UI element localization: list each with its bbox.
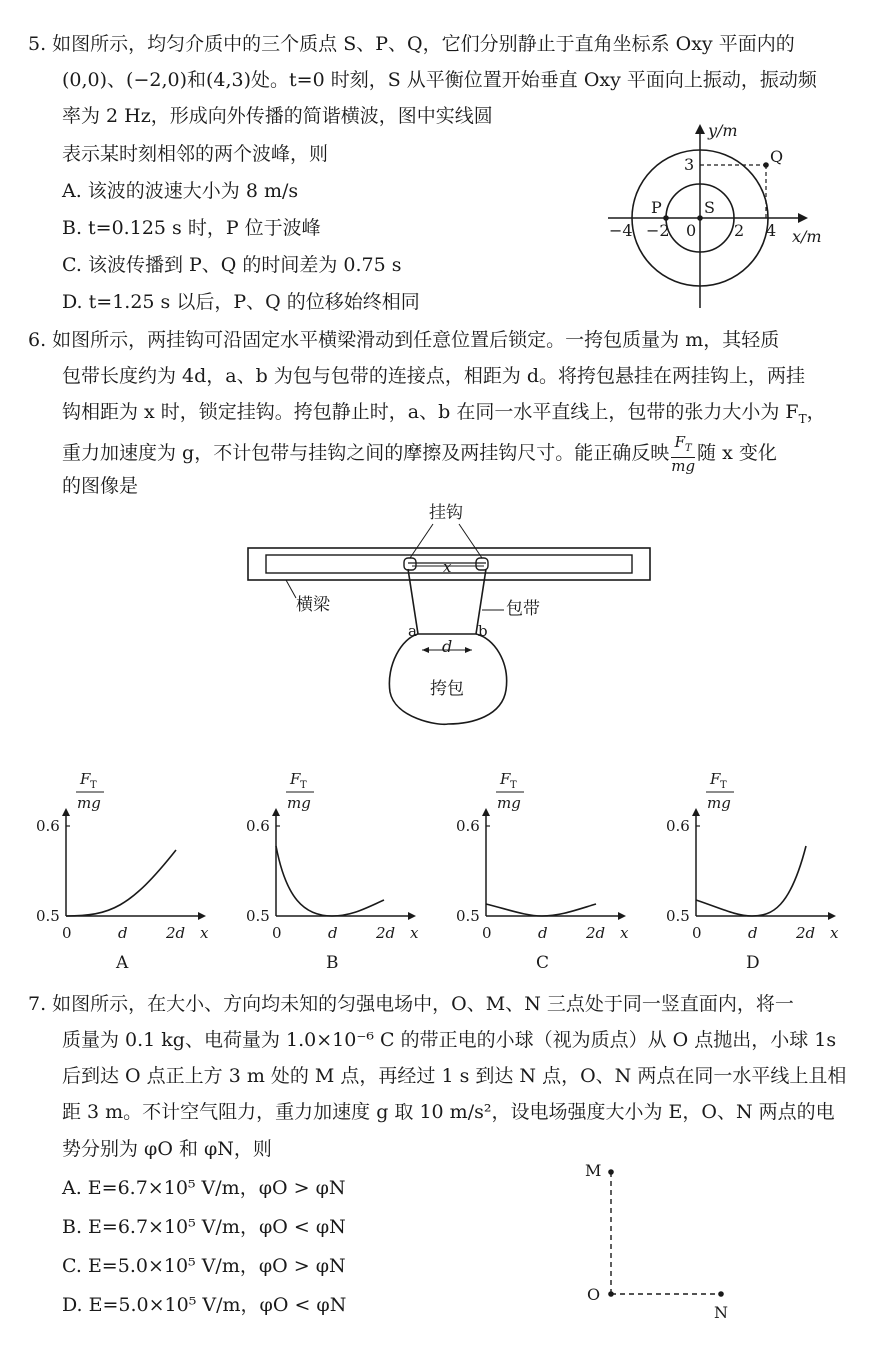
q7-label-o: O (587, 1285, 601, 1304)
q6-graph-b-ylabel-num: F (290, 770, 301, 788)
q5-label-p: P (651, 198, 662, 217)
q6-graph-d-x-arrow (828, 912, 836, 920)
q6-graph-c-ylabel-sub: T (510, 780, 517, 791)
q6-graph-b-ylabel-den: mg (287, 794, 311, 812)
q6-graph-a-y05: 0.5 (36, 907, 60, 925)
q7-point-m (608, 1169, 614, 1175)
q5-line-2: (0,0)、(−2,0)和(4,3)处。t=0 时刻，S 从平衡位置开始垂直 Oxy 平面向上振动，振动频 (62, 69, 817, 91)
q6-d-arrow-left (422, 647, 429, 653)
q5-tick-4: 4 (766, 221, 777, 240)
q6-graph-c-label: C (536, 953, 550, 973)
q6-graph-b (240, 768, 440, 978)
q5-option-b: B. t=0.125 s 时，P 位于波峰 (62, 217, 321, 239)
q5-option-d: D. t=1.25 s 以后，P、Q 的位移始终相同 (62, 291, 420, 313)
q6-graph-c-xl: x (620, 924, 629, 942)
q6-graph-a-y-arrow (62, 808, 70, 816)
q6-graph-a-ylabel-den: mg (77, 794, 101, 812)
q6-graph-b-xd: d (328, 924, 338, 942)
q5-point-s (697, 215, 703, 221)
q6-bag-figure (240, 500, 660, 735)
q6-line-3-sub: T (798, 411, 807, 426)
q6-graph-b-curve (276, 846, 384, 916)
q6-line-1: 6. 如图所示，两挂钩可沿固定水平横梁滑动到任意位置后锁定。一挎包质量为 m，其轻质 (28, 329, 780, 351)
q5-point-q (763, 162, 769, 168)
q5-tick-m2: −2 (646, 221, 670, 240)
q6-graph-a-y06: 0.6 (36, 817, 60, 835)
q6-graph-a-x2d: 2d (166, 924, 186, 942)
q6-graph-c-x-arrow (618, 912, 626, 920)
q6-graph-a-label: A (116, 953, 129, 973)
q7-line-2: 质量为 0.1 kg、电荷量为 1.0×10⁻⁶ C 的带正电的小球（视为质点）从 O 点抛出，小球 1s (62, 1029, 837, 1051)
q6-graph-b-x2d: 2d (376, 924, 396, 942)
q7-field-figure (575, 1150, 745, 1330)
q5-tick-2: 2 (734, 221, 745, 240)
q7-option-d: D. E=5.0×10⁵ V/m，φO < φN (62, 1294, 347, 1316)
q6-graph-c-xd: d (538, 924, 548, 942)
q5-line-1: 5. 如图所示，均匀介质中的三个质点 S、P、Q，它们分别静止于直角坐标系 Oxy 平面内的 (28, 33, 795, 55)
q6-graph-a-x-arrow (198, 912, 206, 920)
q5-line-3: 率为 2 Hz，形成向外传播的简谐横波，图中实线圆 (62, 105, 493, 127)
q6-hook-leader-left (410, 524, 433, 558)
q6-graph-c-x0: 0 (482, 924, 492, 942)
q6-hook-leader-right (459, 524, 482, 558)
q6-graph-c-y05: 0.5 (456, 907, 480, 925)
q6-ratio-fraction (671, 434, 695, 474)
q6-label-x: x (443, 558, 452, 576)
q7-option-b: B. E=6.7×10⁵ V/m，φO < φN (62, 1216, 346, 1238)
q6-graph-d (660, 768, 860, 978)
q5-option-c: C. 该波传播到 P、Q 的时间差为 0.75 s (62, 254, 402, 276)
q6-graph-b-xl: x (410, 924, 419, 942)
q6-label-bag: 挎包 (430, 679, 464, 699)
q6-graph-b-x-arrow (408, 912, 416, 920)
q7-option-c: C. E=5.0×10⁵ V/m，φO > φN (62, 1255, 346, 1277)
q5-label-q: Q (770, 147, 784, 166)
q6-hook-left (404, 558, 416, 570)
q5-label-s: S (704, 198, 715, 217)
q5-wave-figure (600, 118, 850, 318)
q7-label-n: N (714, 1303, 728, 1322)
q6-line-2: 包带长度约为 4d，a、b 为包与包带的连接点，相距为 d。将挎包悬挂在两挂钩上，两挂 (62, 365, 806, 387)
q7-point-n (718, 1291, 724, 1297)
q5-line-4: 表示某时刻相邻的两个波峰，则 (62, 143, 329, 165)
q6-ratio-den: mg (671, 457, 696, 475)
q7-line-1: 7. 如图所示，在大小、方向均未知的匀强电场中，O、M、N 三点处于同一竖直面内，将一 (28, 993, 794, 1015)
q6-line-4 (62, 434, 777, 474)
q5-tick-0: 0 (686, 221, 697, 240)
q6-line-4a: 重力加速度为 g，不计包带与挂钩之间的摩擦及两挂钩尺寸。能正确反映 (62, 442, 670, 464)
q6-graph-d-ylabel-num: F (710, 770, 721, 788)
q6-ratio-num-f: F (674, 433, 685, 451)
q6-line-5: 的图像是 (62, 475, 139, 497)
q6-graph-a-ylabel-num: F (80, 770, 91, 788)
q6-graph-a-x0: 0 (62, 924, 72, 942)
q6-graph-c (450, 768, 650, 978)
q6-graph-c-ylabel-den: mg (497, 794, 521, 812)
q6-graph-c-curve (486, 904, 596, 916)
q7-point-o (608, 1291, 614, 1297)
q6-label-a: a (408, 622, 417, 640)
q6-graph-d-curve (696, 846, 806, 916)
q6-graph-d-label: D (746, 953, 760, 973)
q5-x-label: x/m (792, 227, 822, 246)
q6-label-strap: 包带 (506, 599, 540, 619)
q6-label-hook: 挂钩 (429, 503, 463, 523)
q6-line-3-end: ， (806, 401, 826, 423)
q6-graph-d-y-arrow (692, 808, 700, 816)
q7-option-a: A. E=6.7×10⁵ V/m，φO > φN (62, 1177, 346, 1199)
q6-ratio-num-sub: T (685, 443, 692, 454)
q6-graph-b-y-arrow (272, 808, 280, 816)
q7-line-5: 势分别为 φO 和 φN，则 (62, 1138, 272, 1160)
q6-graph-c-y06: 0.6 (456, 817, 480, 835)
q6-label-beam: 横梁 (296, 595, 330, 615)
q6-graph-d-ylabel-den: mg (707, 794, 731, 812)
q6-graph-b-y06: 0.6 (246, 817, 270, 835)
q6-line-3-text: 钩相距为 x 时，锁定挂钩。挎包静止时，a、b 在同一水平直线上，包带的张力大小为 F (62, 401, 799, 423)
q6-graph-c-y-arrow (482, 808, 490, 816)
q7-label-m: M (585, 1161, 602, 1180)
q6-graph-d-xl: x (830, 924, 839, 942)
q6-graph-c-x2d: 2d (586, 924, 606, 942)
q6-graph-d-y06: 0.6 (666, 817, 690, 835)
q6-beam-leader (286, 580, 296, 598)
q6-graph-a (30, 768, 230, 978)
q7-line-3: 后到达 O 点正上方 3 m 处的 M 点，再经过 1 s 到达 N 点，O、N 两点在同一水平线上且相 (62, 1065, 847, 1087)
q6-graph-d-x0: 0 (692, 924, 702, 942)
q6-graph-c-ylabel-num: F (500, 770, 511, 788)
q6-ratio-num (671, 434, 695, 458)
q6-graph-b-x0: 0 (272, 924, 282, 942)
q6-graph-a-curve (66, 850, 176, 916)
q6-hook-right (476, 558, 488, 570)
q6-line-3 (62, 398, 826, 433)
q5-y-arrow (695, 124, 705, 134)
q6-graph-d-xd: d (748, 924, 758, 942)
q5-point-p (663, 215, 669, 221)
q5-tick-m4: −4 (609, 221, 633, 240)
q6-graph-a-xd: d (118, 924, 128, 942)
q7-line-4: 距 3 m。不计空气阻力，重力加速度 g 取 10 m/s²，设电场强度大小为 E，O、N 两点的电 (62, 1101, 835, 1123)
q5-option-a: A. 该波的波速大小为 8 m/s (62, 180, 299, 202)
q6-label-d: d (442, 637, 453, 656)
q5-tick-3: 3 (684, 155, 695, 174)
q6-graph-b-label: B (326, 953, 339, 973)
q6-graph-d-ylabel-sub: T (720, 780, 727, 791)
q6-graph-d-y05: 0.5 (666, 907, 690, 925)
q6-graph-d-x2d: 2d (796, 924, 816, 942)
q6-d-arrow-right (465, 647, 472, 653)
q6-line-4b: 随 x 变化 (697, 442, 777, 464)
q5-x-arrow (798, 213, 808, 223)
q6-graph-a-ylabel-sub: T (90, 780, 97, 791)
q6-graph-b-y05: 0.5 (246, 907, 270, 925)
q6-graph-b-ylabel-sub: T (300, 780, 307, 791)
q6-graph-a-xl: x (200, 924, 209, 942)
q5-y-label: y/m (708, 121, 738, 140)
q6-label-b: b (478, 622, 488, 640)
